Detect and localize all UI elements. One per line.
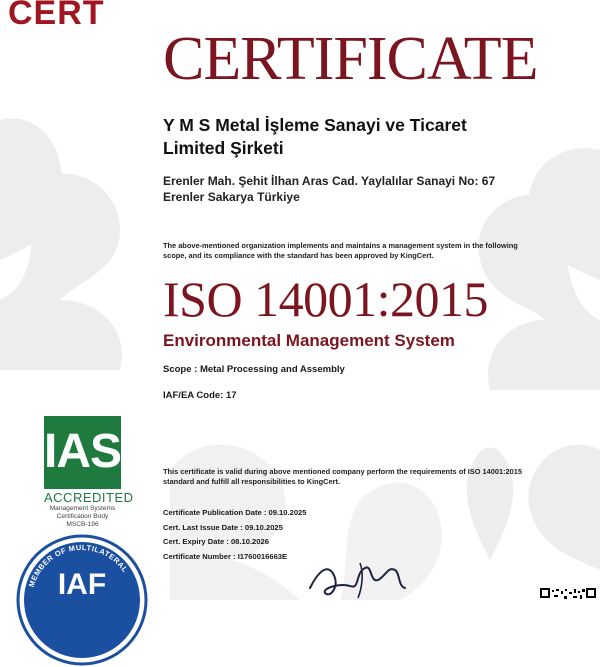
accreditation-line: Management Systems bbox=[49, 505, 116, 512]
system-name: Environmental Management System bbox=[163, 331, 455, 350]
qr-code-icon bbox=[540, 588, 596, 600]
iaf-seal-icon bbox=[16, 534, 149, 667]
standard-title: ISO 14001:2015 bbox=[163, 271, 488, 327]
address-line: Erenler Mah. Şehit İlhan Aras Cad. Yaylalılar Sanayi No: 67 bbox=[163, 174, 496, 188]
last-issue-date: Cert. Last Issue Date : 09.10.2025 bbox=[163, 522, 283, 532]
company-name-line: Y M S Metal İşleme Sanayi ve Ticaret bbox=[163, 115, 467, 135]
company-name bbox=[163, 114, 583, 160]
company-address bbox=[163, 173, 583, 205]
approval-statement: The above-mentioned organization implements and maintains a management system in the following scope, and its compliance with the standard has been approved by KingCert. bbox=[163, 241, 518, 260]
ias-logo bbox=[44, 416, 121, 489]
signature-icon bbox=[300, 558, 420, 600]
company-name-line: Limited Şirketi bbox=[163, 138, 284, 158]
accredited-label: ACCREDITED bbox=[44, 490, 134, 505]
ias-logo-text: IAS bbox=[44, 425, 122, 478]
validity-statement: This certificate is valid during above mentioned company perform the requirements of ISO 14001:2015 standard and fulfill all responsibilities to KingCert. bbox=[163, 467, 522, 486]
iaf-letters: IAF bbox=[57, 568, 107, 601]
page-title: CERTIFICATE bbox=[163, 25, 538, 93]
accreditation-line: Certification Body bbox=[56, 513, 109, 520]
iaf-seal-text: MEMBER OF MULTILATERAL bbox=[26, 542, 130, 589]
address-line: Erenler Sakarya Türkiye bbox=[163, 190, 300, 204]
accreditation-line: MSCB-196 bbox=[66, 521, 99, 528]
scope-text: Scope : Metal Processing and Assembly bbox=[163, 364, 345, 375]
publication-date: Certificate Publication Date : 09.10.2025 bbox=[163, 508, 307, 517]
accreditation-block bbox=[44, 490, 134, 529]
expiry-date: Cert. Expiry Date : 08.10.2026 bbox=[163, 537, 269, 546]
certificate-number: Certificate Number : I1760016663E bbox=[163, 551, 288, 561]
certificate-dates bbox=[163, 506, 423, 564]
cert-logo: CERT bbox=[8, 0, 105, 32]
iaf-code: IAF/EA Code: 17 bbox=[163, 390, 237, 401]
